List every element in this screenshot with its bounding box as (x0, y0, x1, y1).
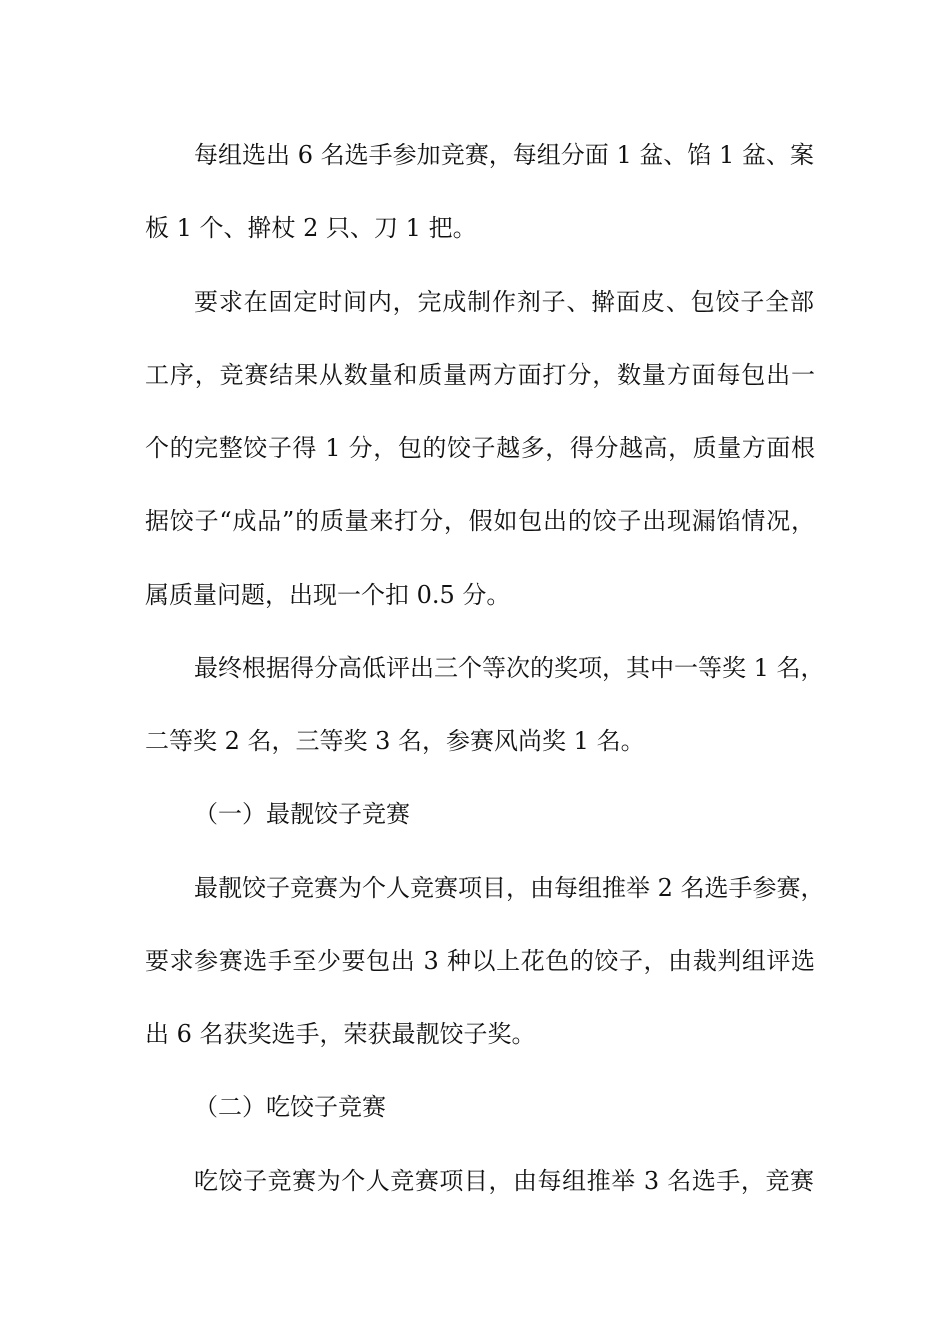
paragraph-2-line-5: 属质量问题，出现一个扣 0.5 分。 (145, 581, 511, 609)
paragraph-4-line-1: 最靓饺子竞赛为个人竞赛项目，由每组推举 2 名选手参赛， (194, 874, 825, 902)
paragraph-5-line-1: 吃饺子竞赛为个人竞赛项目，由每组推举 3 名选手，竞赛 (194, 1167, 814, 1195)
paragraph-3-line-2: 二等奖 2 名，三等奖 3 名，参赛风尚奖 1 名。 (145, 727, 645, 755)
section-heading-1: （一）最靓饺子竞赛 (194, 800, 410, 828)
paragraph-1-line-2: 板 1 个、擀杖 2 只、刀 1 把。 (145, 214, 477, 242)
paragraph-2-line-2: 工序，竞赛结果从数量和质量两方面打分，数量方面每包出一 (145, 361, 815, 389)
paragraph-4-line-2: 要求参赛选手至少要包出 3 种以上花色的饺子，由裁判组评选 (145, 947, 815, 975)
paragraph-2-line-4: 据饺子“成品”的质量来打分，假如包出的饺子出现漏馅情况， (145, 507, 815, 535)
paragraph-4-line-3: 出 6 名获奖选手，荣获最靓饺子奖。 (145, 1020, 536, 1048)
paragraph-3-line-1: 最终根据得分高低评出三个等次的奖项，其中一等奖 1 名， (194, 654, 825, 682)
section-heading-2: （二）吃饺子竞赛 (194, 1093, 386, 1121)
paragraph-2-line-3: 个的完整饺子得 1 分，包的饺子越多，得分越高，质量方面根 (145, 434, 815, 462)
paragraph-1-line-1: 每组选出 6 名选手参加竞赛，每组分面 1 盆、馅 1 盆、案 (194, 141, 814, 169)
paragraph-2-line-1: 要求在固定时间内，完成制作剂子、擀面皮、包饺子全部 (194, 288, 814, 316)
